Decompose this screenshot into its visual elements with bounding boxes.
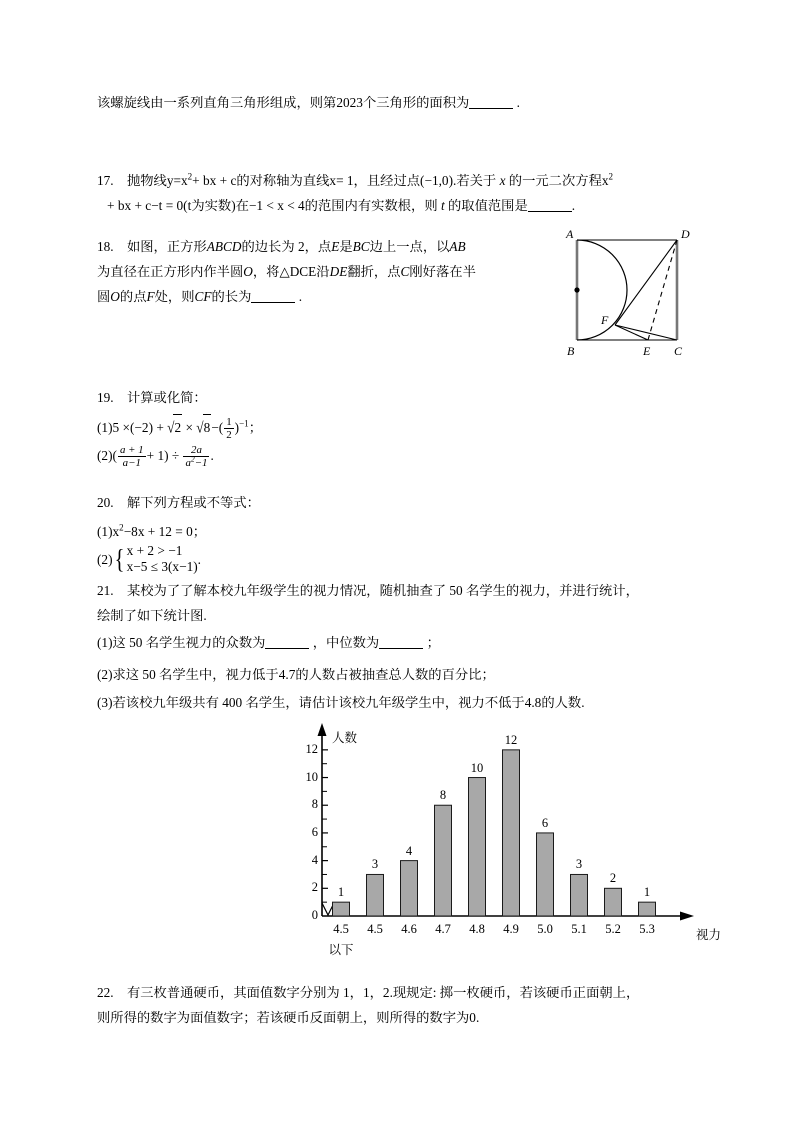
q17-l1-a: 抛物线y (126, 173, 174, 188)
question-20-item-1 (97, 519, 557, 544)
chart-bar (571, 874, 588, 916)
x-axis-arrowhead (680, 912, 694, 921)
segment-fe (615, 325, 648, 340)
q18-l3-d: 的长为 (211, 289, 252, 304)
q18-triangle-dce: △DCE (279, 264, 317, 279)
bar-chart-eyesight-distribution (296, 716, 722, 966)
q17-l2-t: t (440, 198, 445, 213)
q19-title: 计算或化简： (126, 390, 207, 405)
q16-period: . (516, 95, 520, 110)
q16-text-c: 个三角形的面积为 (362, 95, 470, 110)
y-tick-label: 2 (311, 880, 318, 895)
chart-bar (503, 750, 520, 916)
q17-l2-a: + bx + c−t (107, 198, 163, 213)
q22-number: 22. (97, 985, 114, 1000)
q17-l1-eq: = (173, 173, 181, 188)
answer-blank[interactable] (469, 95, 513, 109)
x-tick-label: 4.8 (469, 922, 485, 936)
q19-1-semi: ； (248, 420, 262, 435)
q18-l1-d: 边上一点，以 (369, 239, 450, 254)
inequality-row-2: x−5 ≤ 3(x−1) (126, 559, 198, 574)
figure-label-f: F (601, 313, 609, 327)
q18-l3-b: 的点 (119, 289, 147, 304)
q18-label-c: C (400, 264, 410, 279)
denominator-tail: −1 (194, 456, 208, 469)
chart-bar (537, 833, 554, 916)
q20-title: 解下列方程或不等式： (126, 495, 260, 510)
denominator-base: a (185, 456, 191, 469)
q17-l1-e: 的一元二次方程x (508, 173, 609, 188)
q16-text-a: 该螺旋线由一系列直角三角形组成，则第 (97, 95, 337, 110)
q19-1-prefix: (1) (97, 420, 113, 435)
denominator-exponent: 2 (190, 454, 195, 464)
x-tick-label: 5.0 (537, 922, 553, 936)
x-tick-label: 4.6 (401, 922, 417, 936)
q17-l1-x: x (499, 173, 506, 188)
bar-value-label: 1 (337, 885, 345, 900)
q17-l2-b: 为实数)在−1 < x < 4的范围内有实数根，则 (191, 198, 438, 213)
q16-number-2023: 2023 (336, 95, 363, 110)
q18-label-de: DE (329, 264, 348, 279)
q20-number: 20. (97, 495, 114, 510)
figure-label-e: E (643, 344, 651, 358)
q19-number: 19. (97, 390, 114, 405)
fraction-numerator: a + 1 (119, 443, 144, 456)
q18-label-bc: BC (352, 239, 370, 254)
q21-sub3: (3)若该校九年级共有 400 名学生，请估计该校九年级学生中，视力不低于4.8的人数. (97, 695, 585, 710)
question-22 (97, 980, 757, 1030)
q22-line-1: 有三枚普通硬币，其面值数字分别为 1，1，2.现规定: 掷一枚硬币，若该硬币正面朝上， (126, 985, 640, 1000)
answer-blank[interactable] (379, 635, 423, 649)
y-axis-arrowhead (318, 723, 327, 736)
bar-value-label: 3 (371, 857, 379, 872)
q21-sub1-c: ； (426, 635, 440, 650)
q17-l2-d: . (571, 198, 576, 213)
fraction-numerator: 1 (226, 415, 232, 428)
q17-l2-c: 的取值范围是 (448, 198, 528, 213)
q21-line-2: 绘制了如下统计图. (97, 608, 207, 623)
q18-label-e: E (331, 239, 340, 254)
figure-label-a: A (566, 227, 574, 241)
q18-l1-b: 的边长为 2，点 (241, 239, 332, 254)
q19-2-mid: + 1) ÷ (146, 448, 180, 463)
bar-value-label: 8 (439, 788, 447, 803)
inequality-system (113, 543, 198, 575)
q18-label-f: F (146, 289, 155, 304)
origin-label: 0 (311, 908, 318, 922)
q18-l2-c: 沿 (316, 264, 330, 279)
q18-l2-e: 刚好落在半 (409, 264, 476, 279)
q17-l1-c: + bx + c的对称轴为直线x (192, 173, 337, 188)
q18-number: 18. (97, 239, 114, 254)
chart-bar (435, 805, 452, 916)
question-21 (97, 578, 757, 628)
q18-l1-a: 如图，正方形 (126, 239, 207, 254)
question-19-item-1 (97, 414, 557, 442)
question-21-sub-3 (97, 690, 757, 715)
q18-l2-d: 翻折，点 (347, 264, 401, 279)
q20-2-prefix: (2) (97, 551, 113, 567)
figure-label-d: D (681, 227, 690, 241)
question-20-item-2 (97, 543, 557, 575)
q19-1-times: × (185, 420, 193, 435)
q18-l1-c: 是 (339, 239, 353, 254)
q21-sub1-a: (1)这 50 名学生视力的众数为 (97, 635, 266, 650)
q17-l1-sup: 2 (187, 171, 193, 182)
y-tick-label: 8 (311, 797, 318, 812)
question-19 (97, 385, 557, 410)
segment-df (615, 240, 677, 325)
q17-l2-eq: = 0(t (165, 198, 192, 213)
y-tick-label: 6 (311, 824, 318, 839)
fraction-denominator: 2 (226, 428, 232, 441)
q18-l2-b: ，将 (252, 264, 280, 279)
q17-number: 17. (97, 173, 114, 188)
y-tick-label: 4 (311, 852, 318, 867)
y-tick-label: 10 (305, 769, 318, 784)
bar-value-label: 4 (405, 843, 413, 858)
bar-value-label: 2 (609, 871, 617, 886)
sqrt-2-radicand: 2 (173, 414, 182, 440)
q21-number: 21. (97, 583, 114, 598)
q18-label-abcd: ABCD (206, 239, 242, 254)
fraction-denominator (183, 456, 209, 469)
inequality-row-1: x + 2 > −1 (126, 543, 183, 558)
q19-1-a: 5 ×(−2) + (112, 420, 164, 435)
q18-label-ab: AB (449, 239, 466, 254)
q18-label-o: O (243, 264, 253, 279)
left-brace: { (114, 543, 124, 574)
y-tick-label: 12 (305, 741, 318, 756)
q21-sub2: (2)求这 50 名学生中，视力低于4.7的人数占被抽查总人数的百分比； (97, 667, 495, 682)
x-tick-label: 4.5 (367, 922, 383, 936)
x-axis-title: 视力 (696, 928, 722, 942)
q18-l3-c: 处，则 (154, 289, 195, 304)
x-tick-label: 4.7 (435, 922, 451, 936)
chart-bar (605, 888, 622, 916)
question-16-tail (97, 90, 747, 115)
fraction-one-half (224, 416, 233, 441)
fraction-2a-over-a2-minus-1 (183, 444, 209, 469)
question-18 (97, 234, 557, 309)
x-tick-label: 4.9 (503, 922, 519, 936)
x-tick-label: 5.1 (571, 922, 587, 936)
chart-bar (401, 861, 418, 916)
q21-line-1: 某校为了了解本校九年级学生的视力情况，随机抽查了 50 名学生的视力，并进行统计， (126, 583, 639, 598)
chart-bar (639, 902, 656, 916)
q17-l1-d: = 1，且经过点(−1,0).若关于 (336, 173, 497, 188)
y-axis-title: 人数 (332, 731, 358, 745)
q19-1-minus: −( (211, 420, 224, 435)
bar-value-label: 10 (470, 760, 484, 775)
x-tick-label: 5.2 (605, 922, 621, 936)
answer-blank[interactable] (251, 289, 295, 303)
x-tick-label-second-line: 以下 (328, 943, 354, 957)
question-20 (97, 490, 557, 515)
sqrt-8-radicand: 8 (203, 414, 212, 440)
bar-value-label: 1 (643, 885, 651, 900)
figure-label-b: B (567, 344, 575, 358)
q19-1-close: ) (234, 420, 240, 435)
question-21-sub-1 (97, 630, 757, 655)
circle-center-point-o (574, 287, 579, 292)
q19-1-exponent: −1 (239, 418, 249, 429)
q22-line-2: 则所得的数字为面值数字；若该硬币反面朝上，则所得的数字为0. (97, 1010, 480, 1025)
fraction-a-plus-1-over-a-minus-1 (118, 444, 146, 469)
q19-2-prefix: (2)( (97, 448, 117, 463)
geometry-figure-square-abcd (552, 224, 742, 364)
sqrt-2: √2 (167, 414, 182, 440)
q18-l3-a: 圆 (97, 289, 111, 304)
q18-l2-a: 为直径在正方形内作半圆 (97, 264, 244, 279)
chart-bar (333, 902, 350, 916)
q18-period: . (298, 289, 303, 304)
x-tick-label: 4.5 (333, 922, 349, 936)
q18-label-cf: CF (194, 289, 212, 304)
q20-1-x: x (112, 524, 120, 539)
q17-l1-sup2: 2 (608, 171, 614, 182)
question-19-item-2 (97, 443, 557, 470)
fraction-numerator: 2a (191, 443, 202, 456)
fraction-denominator: a−1 (118, 456, 146, 469)
chart-bars (333, 750, 656, 916)
q21-sub1-b: ，中位数为 (312, 635, 380, 650)
q17-l1-b: x (181, 173, 188, 188)
answer-blank[interactable] (265, 635, 309, 649)
answer-blank[interactable] (528, 198, 572, 212)
bar-value-label: 12 (504, 732, 518, 747)
q18-label-o2: O (110, 289, 120, 304)
q20-1-rest: −8x + 12 = 0； (123, 524, 207, 539)
x-tick-label: 5.3 (639, 922, 655, 936)
segment-fc (615, 325, 677, 340)
chart-bar (367, 874, 384, 916)
question-17 (97, 168, 757, 218)
q20-1-prefix: (1) (97, 524, 113, 539)
q20-1-sup: 2 (119, 522, 124, 533)
chart-bar (469, 778, 486, 916)
q20-2-dot: . (197, 551, 201, 567)
segment-de-dashed (648, 240, 677, 340)
bar-value-label: 6 (541, 815, 549, 830)
bar-value-label: 3 (575, 857, 583, 872)
figure-label-c: C (674, 344, 683, 358)
question-21-sub-2 (97, 662, 757, 687)
q19-2-dot: . (210, 448, 214, 463)
sqrt-8: √8 (196, 414, 211, 440)
